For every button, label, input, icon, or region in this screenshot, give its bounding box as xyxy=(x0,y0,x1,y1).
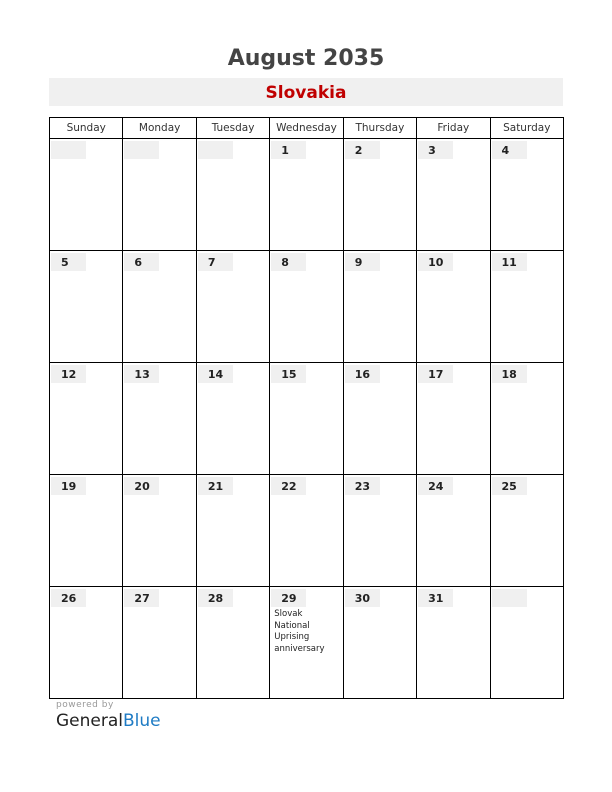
day-number: 29 xyxy=(271,589,306,607)
holiday-event: Slovak National Uprising anniversary xyxy=(274,609,325,654)
day-number: 21 xyxy=(198,477,233,495)
day-cell[interactable] xyxy=(417,587,490,699)
weekday-header-row xyxy=(50,118,564,139)
day-number: 25 xyxy=(492,477,527,495)
weekday-friday: Friday xyxy=(417,118,490,139)
day-number: 3 xyxy=(418,141,453,159)
day-cell[interactable] xyxy=(343,475,416,587)
day-number: 1 xyxy=(271,141,306,159)
empty-day-cell xyxy=(123,139,196,251)
weekday-sunday: Sunday xyxy=(50,118,123,139)
weekday-saturday: Saturday xyxy=(490,118,563,139)
empty-day-cell xyxy=(196,139,269,251)
day-cell[interactable] xyxy=(196,587,269,699)
day-cell[interactable] xyxy=(270,587,343,699)
day-number: 19 xyxy=(51,477,86,495)
footer xyxy=(56,700,161,731)
day-cell[interactable] xyxy=(123,363,196,475)
weekday-thursday: Thursday xyxy=(343,118,416,139)
day-cell[interactable] xyxy=(270,363,343,475)
week-row xyxy=(50,475,564,587)
day-cell[interactable] xyxy=(343,139,416,251)
empty-day-cell xyxy=(490,587,563,699)
day-number: 15 xyxy=(271,365,306,383)
day-cell[interactable] xyxy=(50,587,123,699)
day-number: 20 xyxy=(124,477,159,495)
day-cell[interactable] xyxy=(50,363,123,475)
weekday-monday: Monday xyxy=(123,118,196,139)
week-row xyxy=(50,587,564,699)
day-number: 9 xyxy=(345,253,380,271)
day-number: 10 xyxy=(418,253,453,271)
day-cell[interactable] xyxy=(490,139,563,251)
day-cell[interactable] xyxy=(343,363,416,475)
empty-day-cell xyxy=(50,139,123,251)
day-cell[interactable] xyxy=(270,251,343,363)
day-number: 13 xyxy=(124,365,159,383)
day-number: 18 xyxy=(492,365,527,383)
day-number: 14 xyxy=(198,365,233,383)
day-cell[interactable] xyxy=(343,587,416,699)
country-name: Slovakia xyxy=(265,83,347,103)
weekday-tuesday: Tuesday xyxy=(196,118,269,139)
day-number: 6 xyxy=(124,253,159,271)
day-cell[interactable] xyxy=(50,251,123,363)
page-title: August 2035 xyxy=(227,46,385,71)
day-number: 12 xyxy=(51,365,86,383)
day-number: 7 xyxy=(198,253,233,271)
day-number: 8 xyxy=(271,253,306,271)
day-number: 31 xyxy=(418,589,453,607)
day-cell[interactable] xyxy=(196,475,269,587)
country-banner xyxy=(49,78,563,106)
day-number: 22 xyxy=(271,477,306,495)
day-number xyxy=(51,141,86,159)
day-number: 4 xyxy=(492,141,527,159)
generalblue-logo[interactable] xyxy=(56,711,161,731)
day-cell[interactable] xyxy=(196,363,269,475)
day-number xyxy=(124,141,159,159)
day-cell[interactable] xyxy=(490,475,563,587)
day-cell[interactable] xyxy=(270,475,343,587)
day-number: 5 xyxy=(51,253,86,271)
day-number: 28 xyxy=(198,589,233,607)
day-number: 23 xyxy=(345,477,380,495)
powered-by-text: powered by xyxy=(56,700,114,710)
week-row xyxy=(50,139,564,251)
day-cell[interactable] xyxy=(490,363,563,475)
day-number xyxy=(198,141,233,159)
week-row xyxy=(50,251,564,363)
day-number: 2 xyxy=(345,141,380,159)
day-cell[interactable] xyxy=(196,251,269,363)
day-cell[interactable] xyxy=(123,475,196,587)
day-cell[interactable] xyxy=(123,587,196,699)
day-cell[interactable] xyxy=(490,251,563,363)
brand-blue: Blue xyxy=(123,711,161,731)
weekday-wednesday: Wednesday xyxy=(270,118,343,139)
day-cell[interactable] xyxy=(417,139,490,251)
day-cell[interactable] xyxy=(270,139,343,251)
day-number: 26 xyxy=(51,589,86,607)
day-cell[interactable] xyxy=(50,475,123,587)
calendar-grid xyxy=(49,117,564,699)
day-cell[interactable] xyxy=(123,251,196,363)
day-number: 11 xyxy=(492,253,527,271)
day-number: 30 xyxy=(345,589,380,607)
brand-general: General xyxy=(56,711,123,731)
week-row xyxy=(50,363,564,475)
day-cell[interactable] xyxy=(417,251,490,363)
day-number: 17 xyxy=(418,365,453,383)
day-cell[interactable] xyxy=(343,251,416,363)
day-cell[interactable] xyxy=(417,363,490,475)
day-number: 16 xyxy=(345,365,380,383)
day-number xyxy=(492,589,527,607)
day-number: 24 xyxy=(418,477,453,495)
day-cell[interactable] xyxy=(417,475,490,587)
day-number: 27 xyxy=(124,589,159,607)
